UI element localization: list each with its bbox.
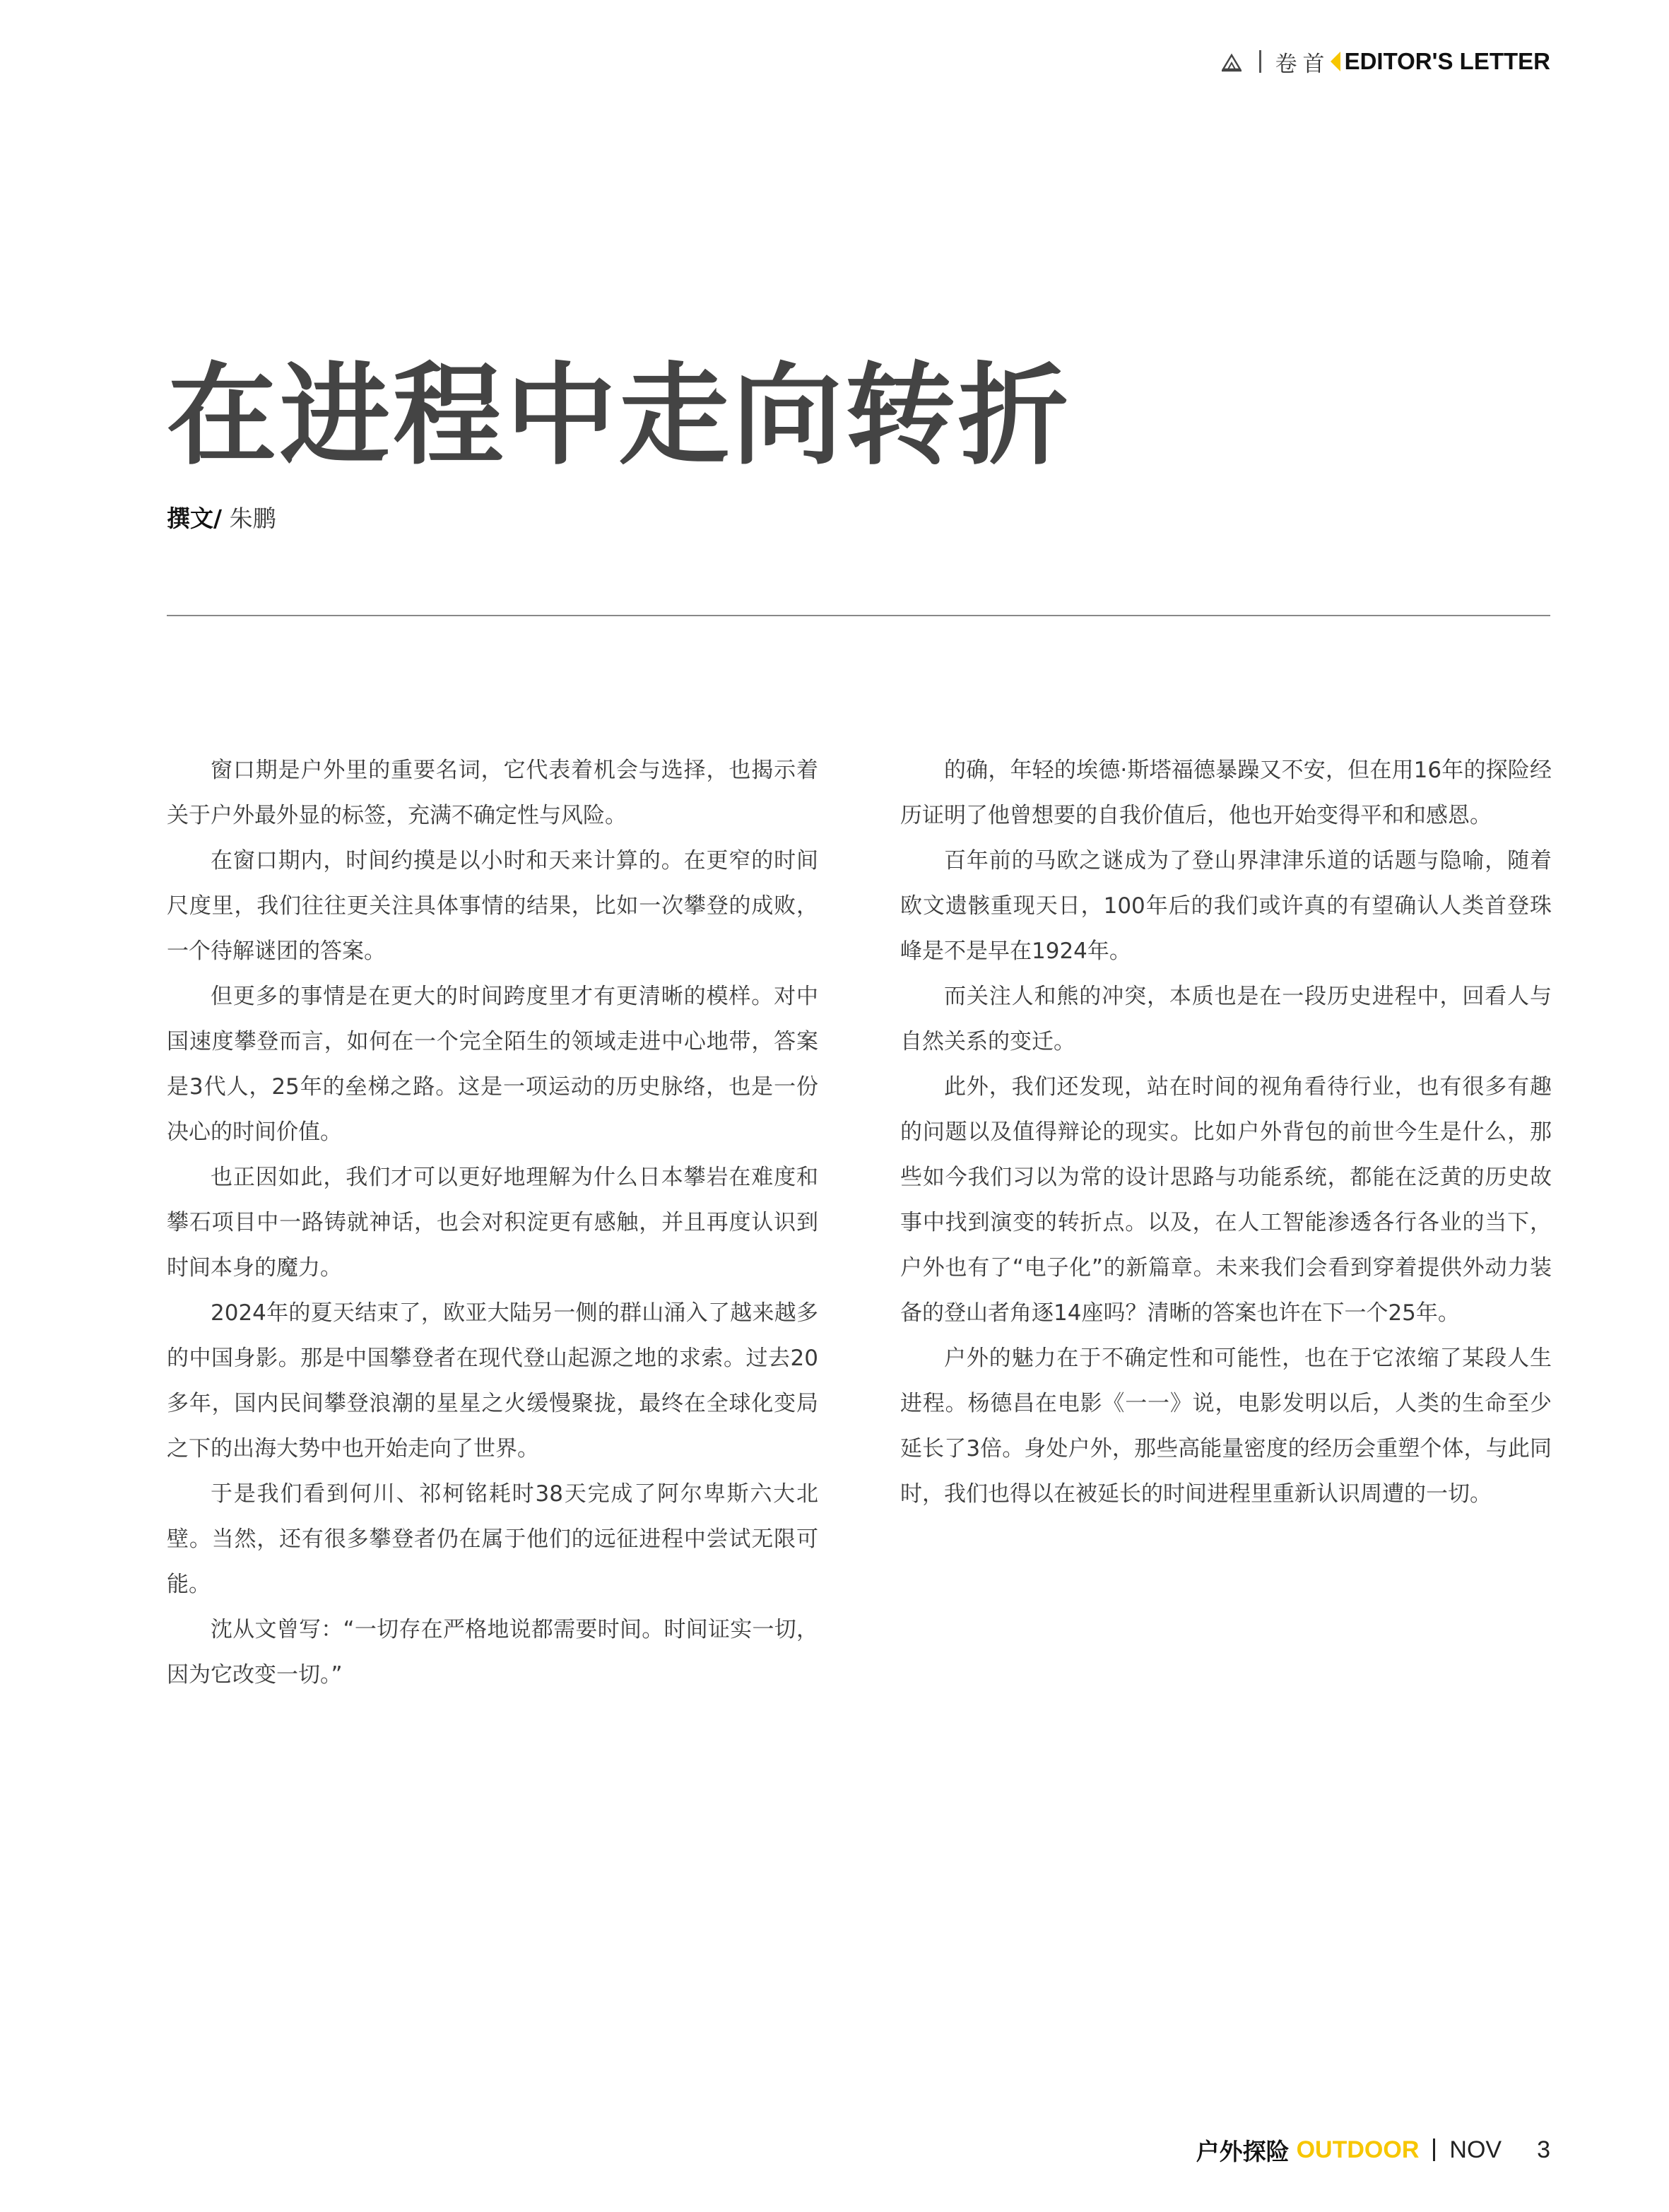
page-number: 3 [1537,2136,1550,2163]
paragraph: 窗口期是户外里的重要名词，它代表着机会与选择，也揭示着关于户外最外显的标签，充满不确定性与风险。 [167,758,818,828]
running-header [1221,44,1550,79]
paragraph: 于是我们看到何川、祁柯铭耗时38天完成了阿尔卑斯六大北壁。当然，还有很多攀登者仍在属于他们的远征进程中尝试无限可能。 [167,1481,818,1597]
paragraph: 百年前的马欧之谜成为了登山界津津乐道的话题与隐喻，随着欧文遗骸重现天日，100年后的我们或许真的有望确认人类首登珠峰是不是早在1924年。 [900,848,1552,964]
paragraph: 沈从文曾写：“一切存在严格地说都需要时间。时间证实一切，因为它改变一切。” [167,1617,818,1688]
article-title: 在进程中走向转折 [167,351,1071,480]
byline-label: 撰文/ [167,505,223,532]
byline-author: 朱鹏 [229,505,276,532]
paragraph: 但更多的事情是在更大的时间跨度里才有更清晰的模样。对中国速度攀登而言，如何在一个完全陌生的领域走进中心地带，答案是3代人，25年的垒梯之路。这是一项运动的历史脉络，也是一份决心的时间价值。 [167,984,818,1145]
section-label-zh: 卷首 [1275,51,1331,77]
paragraph: 户外的魅力在于不确定性和可能性，也在于它浓缩了某段人生进程。杨德昌在电影《一一》说，电影发明以后，人类的生命至少延长了3倍。身处户外，那些高能量密度的经历会重塑个体，与此同时，我们也得以在被延长的时间进程里重新认识周遭的一切。 [900,1346,1552,1507]
issue-month: NOV [1449,2136,1502,2163]
paragraph: 而关注人和熊的冲突，本质也是在一段历史进程中，回看人与自然关系的变迁。 [900,984,1552,1054]
paragraph: 此外，我们还发现，站在时间的视角看待行业，也有很多有趣的问题以及值得辩论的现实。比如户外背包的前世今生是什么，那些如今我们习以为常的设计思路与功能系统，都能在泛黄的历史故事中找到演变的转折点。以及，在人工智能渗透各行各业的当下，户外也有了“电子化”的新篇章。未来我们会看到穿着提供外动力装备的登山者角逐14座吗？清晰的答案也许在下一个25年。 [900,1074,1552,1326]
body-column-left [167,748,818,1698]
mountain-logo-icon [1221,51,1242,72]
paragraph: 2024年的夏天结束了，欧亚大陆另一侧的群山涌入了越来越多的中国身影。那是中国攀登者在现代登山起源之地的求索。过去20多年，国内民间攀登浪潮的星星之火缓慢聚拢，最终在全球化变局之下的出海大势中也开始走向了世界。 [167,1300,818,1461]
magazine-name-en: OUTDOOR [1296,2136,1420,2163]
left-triangle-icon [1331,52,1340,71]
paragraph: 的确，年轻的埃德·斯塔福德暴躁又不安，但在用16年的探险经历证明了他曾想要的自我价值后，他也开始变得平和和感恩。 [900,758,1552,828]
byline [167,500,276,534]
header-divider [1259,50,1261,73]
title-divider [167,615,1550,616]
page-footer [1196,2129,1550,2171]
paragraph: 在窗口期内，时间约摸是以小时和天来计算的。在更窄的时间尺度里，我们往往更关注具体事情的结果，比如一次攀登的成败，一个待解谜团的答案。 [167,848,818,964]
footer-divider [1433,2139,1435,2161]
section-label-en: EDITOR'S LETTER [1344,48,1550,74]
paragraph: 也正因如此，我们才可以更好地理解为什么日本攀岩在难度和攀石项目中一路铸就神话，也会对积淀更有感触，并且再度认识到时间本身的魔力。 [167,1165,818,1281]
magazine-name-zh: 户外探险 [1196,2137,1290,2165]
body-column-right [900,748,1552,1517]
